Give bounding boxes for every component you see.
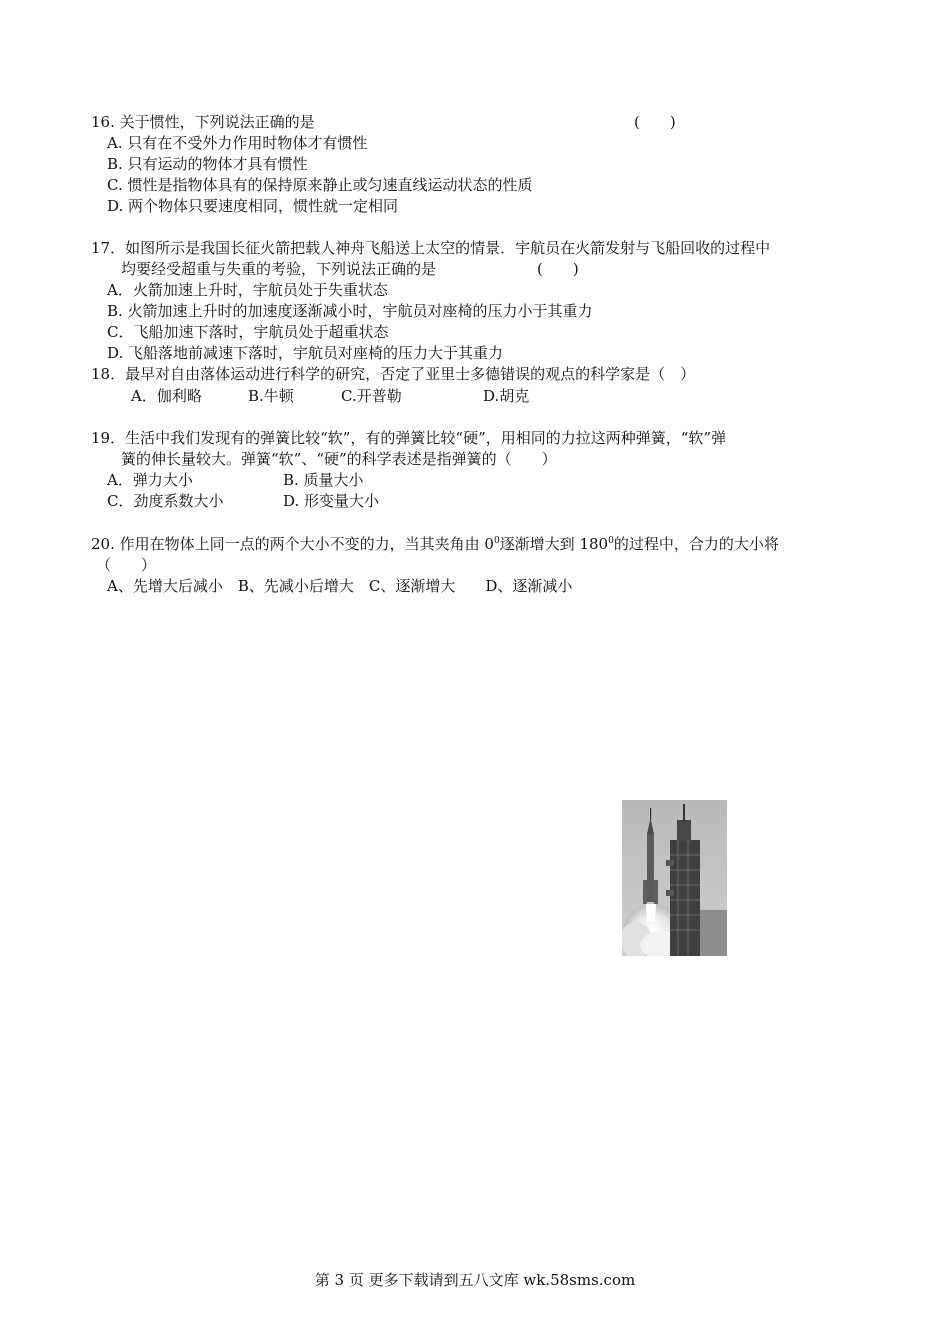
q19-stem-line1: 19．生活中我们发现有的弹簧比较“软”，有的弹簧比较“硬”，用相同的力拉这两种弹簧，“软”弹 [91, 429, 727, 447]
q17-option-a: A．火箭加速上升时，宇航员处于失重状态 [107, 281, 388, 299]
q19-option-c: C．劲度系数大小 [107, 492, 224, 510]
q18-option-a: A．伽利略 [131, 387, 202, 405]
q18-stem: 18．最早对自由落体运动进行科学的研究，否定了亚里士多德错误的观点的科学家是（ ） [91, 365, 696, 383]
q17-option-d: D. 飞船落地前减速下落时，宇航员对座椅的压力大于其重力 [107, 344, 504, 362]
q16-answer-blank: ( ) [634, 113, 676, 131]
q19-stem-line2: 簧的伸长量较大。弹簧“软”、“硬”的科学表述是指弹簧的（ ） [121, 450, 557, 468]
q20-stem-part3: 的过程中，合力的大小将 [613, 535, 779, 553]
degree-mark: 0 [608, 536, 614, 546]
q16-stem: 16. 关于惯性，下列说法正确的是 [91, 113, 315, 131]
q19-option-b: B. 质量大小 [283, 471, 364, 489]
q18-option-b: B.牛顿 [248, 387, 294, 405]
q16-option-c: C. 惯性是指物体具有的保持原来静止或匀速直线运动状态的性质 [107, 176, 533, 194]
q18-option-d: D.胡克 [483, 387, 530, 405]
page-footer: 第 3 页 更多下载请到五八文库 wk.58sms.com [314, 1271, 636, 1289]
q20-options: A、先增大后减小 B、先减小后增大 C、逐渐增大 D、逐渐减小 [107, 577, 573, 595]
q16-option-a: A. 只有在不受外力作用时物体才有惯性 [107, 134, 368, 152]
q20-stem-part1: 20. 作用在物体上同一点的两个大小不变的力，当其夹角由 0 [91, 535, 494, 553]
q20-answer-blank: （ ） [96, 556, 157, 574]
q16-option-b: B. 只有运动的物体才具有惯性 [107, 155, 308, 173]
q17-stem-line1: 17．如图所示是我国长征火箭把载人神舟飞船送上太空的情景．宇航员在火箭发射与飞船回收的过程中 [91, 239, 771, 257]
q19-option-a: A．弹力大小 [107, 471, 193, 489]
rocket-launch-image [622, 800, 727, 956]
q17-answer-blank: ( ) [537, 260, 579, 278]
q20-stem [91, 534, 779, 554]
q16-option-d: D. 两个物体只要速度相同，惯性就一定相同 [107, 197, 399, 215]
q18-option-c: C.开普勒 [341, 387, 402, 405]
q17-option-b: B. 火箭加速上升时的加速度逐渐减小时，宇航员对座椅的压力小于其重力 [107, 302, 593, 320]
q19-option-d: D. 形变量大小 [283, 492, 380, 510]
q17-option-c: C．飞船加速下落时，宇航员处于超重状态 [107, 323, 389, 341]
q20-stem-part2: 逐渐增大到 180 [499, 535, 609, 553]
degree-mark: 0 [493, 536, 500, 546]
q17-stem-line2: 均要经受超重与失重的考验，下列说法正确的是 [121, 260, 437, 278]
